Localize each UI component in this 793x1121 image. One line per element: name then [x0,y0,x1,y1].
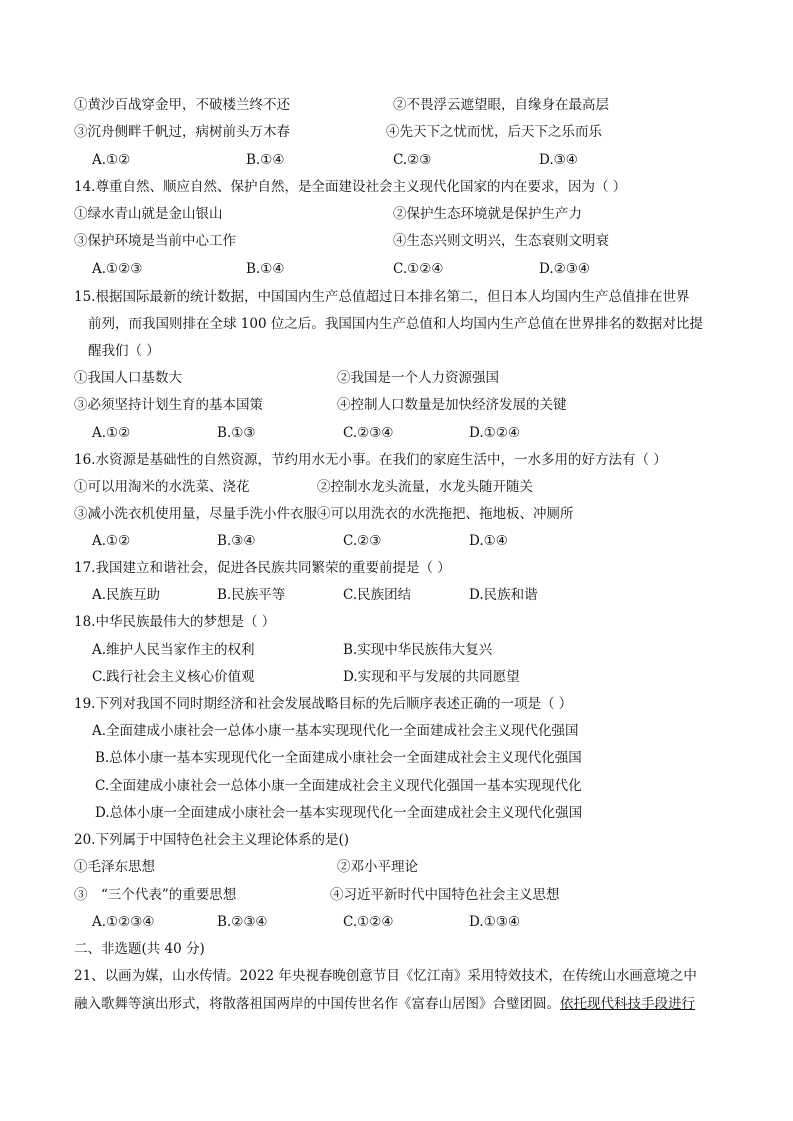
q19-choice-d: D.总体小康一全面建成小康社会一基本实现现代化一全面建成社会主义现代化强国 [95,805,583,821]
q13-choice-c: C.②③ [393,152,432,168]
q16-choice-d: D.①④ [469,533,508,549]
q15-option-3: ③必须坚持计划生育的基本国策 [74,397,263,413]
q19-choice-b: B.总体小康一基本实现现代化一全面建成小康社会一全面建成社会主义现代化强国 [95,750,582,766]
q14-option-1: ①绿水青山就是金山银山 [74,206,223,222]
q14-choice-a: A.①②③ [92,261,143,277]
q19-choice-a: A.全面建成小康社会一总体小康一基本实现现代化一全面建成社会主义现代化强国 [92,723,579,739]
q13-choice-b: B.①④ [246,152,285,168]
q15-stem-line-1: 15.根据国际最新的统计数据，中国国内生产总值超过日本排名第二，但日本人均国内生产总值排在世界 [74,289,690,305]
q14-option-4: ④生态兴则文明兴，生态衰则文明衰 [393,233,609,249]
q20-stem: 20.下列属于中国特色社会主义理论体系的是() [74,832,350,848]
q14-choice-d: D.②③④ [539,261,590,277]
q15-choice-b: B.①③ [217,425,256,441]
q18-stem: 18.中华民族最伟大的梦想是（ ） [74,614,276,630]
q18-choice-d: D.实现和平与发展的共同愿望 [343,669,520,685]
q15-choice-d: D.①②④ [469,425,520,441]
q13-option-3: ③沉舟侧畔千帆过，病树前头万木春 [74,124,290,140]
q14-stem: 14.尊重自然、顺应自然、保护自然，是全面建设社会主义现代化国家的内在要求，因为（ ） [74,179,627,195]
q13-option-2: ②不畏浮云遮望眼，自缘身在最高层 [393,97,609,113]
q17-choice-a: A.民族互助 [92,587,161,603]
q17-choice-d: D.民族和谐 [469,587,538,603]
q21-underlined-text: 依托现代科技手段进行 [560,996,695,1012]
q13-choice-d: D.③④ [539,152,578,168]
q17-stem: 17.我国建立和谐社会，促进各民族共同繁荣的重要前提是（ ） [74,560,451,576]
q17-choice-c: C.民族团结 [343,587,412,603]
q13-option-4: ④先天下之忧而忧，后天下之乐而乐 [386,124,602,140]
q21-line-2 [74,994,695,1014]
q20-option-1: ①毛泽东思想 [74,859,155,875]
q15-stem-line-2: 前列，而我国则排在全球 100 位之后。我国国内生产总值和人均国内生产总值在世界排名的数据对比提 [88,316,703,332]
q14-option-3: ③保护环境是当前中心工作 [74,233,236,249]
q15-stem-line-3: 醒我们（ ） [88,343,160,359]
q19-stem: 19.下列对我国不同时期经济和社会发展战略目标的先后顺序表述正确的一项是（ ） [74,696,573,712]
q18-choice-a: A.维护人民当家作主的权利 [92,642,255,658]
q19-choice-c: C.全面建成小康社会一总体小康一全面建成社会主义现代化强国一基本实现现代化 [95,778,582,794]
q14-option-2: ②保护生态环境就是保护生产力 [393,206,582,222]
q14-choice-b: B.①④ [246,261,285,277]
q16-choice-a: A.①② [92,533,131,549]
q17-choice-b: B.民族平等 [217,587,286,603]
q16-option-1: ①可以用淘米的水洗菜、浇花 [74,479,250,495]
q20-choice-a: A.①②③④ [92,914,155,930]
q20-choice-d: D.①③④ [469,914,520,930]
q16-option-2: ②控制水龙头流量，水龙头随开随关 [317,479,533,495]
q15-option-1: ①我国人口基数大 [74,370,182,386]
q15-option-2: ②我国是一个人力资源强国 [337,370,499,386]
q16-stem: 16.水资源是基础性的自然资源，节约用水无小事。在我们的家庭生活中，一水多用的好方法有（ ） [74,452,667,468]
q16-option-3-4: ③减小洗衣机使用量，尽量手洗小件衣服④可以用洗衣的水洗拖把、拖地板、冲厕所 [74,506,574,522]
q20-option-4: ④习近平新时代中国特色社会主义思想 [330,887,560,903]
q15-choice-a: A.①② [92,425,131,441]
q18-choice-c: C.践行社会主义核心价值观 [92,669,255,685]
q15-option-4: ④控制人口数量是加快经济发展的关键 [337,397,567,413]
q15-choice-c: C.②③④ [343,425,394,441]
section-2-heading: 二、非选题(共 40 分) [74,941,205,957]
q20-option-3: ③ “三个代表”的重要思想 [74,887,237,903]
q18-choice-b: B.实现中华民族伟大复兴 [343,642,493,658]
q20-choice-c: C.①②④ [343,914,394,930]
q13-choice-a: A.①② [92,152,131,168]
q13-option-1: ①黄沙百战穿金甲，不破楼兰终不还 [74,97,290,113]
q21-line-1: 21、以画为媒，山水传情。2022 年央视春晚创意节目《忆江南》采用特效技术，在传统山水画意境之中 [74,968,697,984]
q20-option-2: ②邓小平理论 [337,859,418,875]
q14-choice-c: C.①②④ [393,261,444,277]
q16-choice-b: B.③④ [217,533,256,549]
q21-line-2-text: 融入歌舞等演出形式，将散落祖国两岸的中国传世名作《富春山居图》合璧团圆。 [74,996,560,1012]
q20-choice-b: B.②③④ [217,914,268,930]
q16-choice-c: C.②③ [343,533,382,549]
